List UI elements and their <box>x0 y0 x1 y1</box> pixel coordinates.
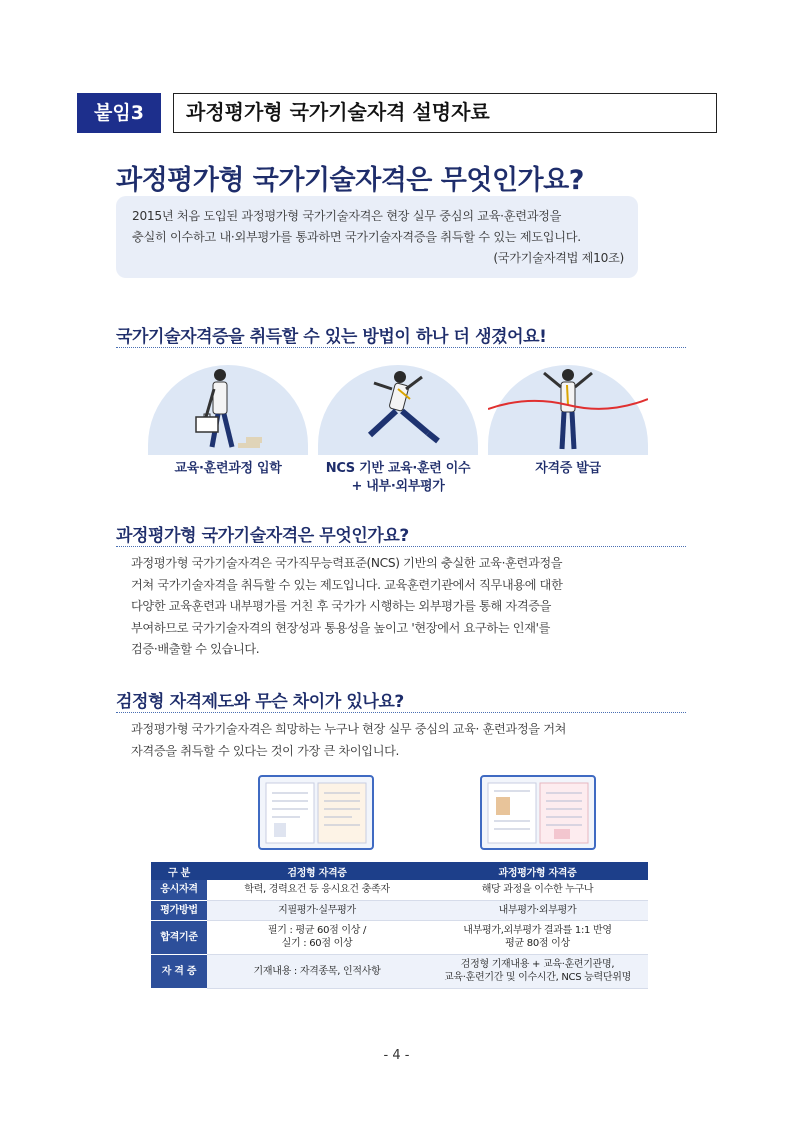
running-person-icon <box>318 365 478 455</box>
page-number: - 4 - <box>383 1048 410 1063</box>
cell-line: 지필평가·실무평가 <box>278 904 356 916</box>
section2-paragraph <box>131 553 676 661</box>
table-cell <box>207 954 427 988</box>
intro-line-2: 충실히 이수하고 내·외부평가를 통과하면 국가기술자격증을 취득할 수 있는 제도입니다. <box>132 230 581 244</box>
cell-line: 평균 80점 이상 <box>505 938 570 949</box>
intro-line-1: 2015년 처음 도입된 과정평가형 국가기술자격은 현장 실무 중심의 교육·훈련과정을 <box>132 209 562 223</box>
step-label-line: 자격증 발급 <box>535 461 601 476</box>
table-cell <box>207 900 427 920</box>
paragraph-line: 과정평가형 국가기술자격은 국가직무능력표준(NCS) 기반의 충실한 교육·훈련과정을 <box>131 556 563 570</box>
step-label-training <box>303 460 493 496</box>
attachment-tag: 붙임3 <box>77 93 161 133</box>
section3-paragraph <box>131 719 676 762</box>
table-header-row <box>151 862 648 880</box>
table-row <box>151 900 648 920</box>
finish-line-person-icon <box>488 365 648 455</box>
table-header-cell: 구 분 <box>151 862 207 880</box>
step-label-line: 교육·훈련과정 입학 <box>174 461 282 476</box>
attachment-title: 과정평가형 국가기술자격 설명자료 <box>173 93 717 133</box>
certificate-document-icon <box>482 777 594 848</box>
paragraph-line: 다양한 교육훈련과 내부평가를 거친 후 국가가 시행하는 외부평가를 통해 자격증을 <box>131 599 552 613</box>
table-cell <box>427 920 648 954</box>
cell-line: 필기 : 평균 60점 이상 / <box>267 925 367 936</box>
cell-line: 검정형 기재내용 + 교육·훈련기관명, <box>460 959 615 970</box>
paragraph-line: 검증·배출할 수 있습니다. <box>131 642 260 656</box>
section2-title: 과정평가형 국가기술자격은 무엇인가요? <box>116 526 409 546</box>
step-label-enroll <box>148 460 308 478</box>
exam-certificate-image <box>258 775 374 850</box>
step-label-certificate <box>488 460 648 478</box>
table-header-cell: 검정형 자격증 <box>207 862 427 880</box>
step-certificate-illustration <box>488 365 648 455</box>
table-row <box>151 954 648 988</box>
paragraph-line: 과정평가형 국가기술자격은 희망하는 누구나 현장 실무 중심의 교육· 훈련과정을 거쳐 <box>131 722 567 736</box>
section1-divider <box>116 347 686 348</box>
main-title: 과정평가형 국가기술자격은 무엇인가요? <box>116 165 584 196</box>
table-cell <box>207 880 427 900</box>
certificate-document-icon <box>260 777 372 848</box>
comparison-table <box>151 862 648 989</box>
table-cell <box>427 880 648 900</box>
cell-line: 내부평가,외부평가 결과를 1:1 반영 <box>463 925 612 936</box>
section1-title: 국가기술자격증을 취득할 수 있는 방법이 하나 더 생겼어요! <box>116 327 547 347</box>
cell-line: 해당 과정을 이수한 누구나 <box>481 884 594 896</box>
paragraph-line: 거쳐 국가기술자격을 취득할 수 있는 제도입니다. 교육훈련기관에서 직무내용에 대한 <box>131 577 563 592</box>
row-header-cell: 응시자격 <box>151 880 207 900</box>
table-row <box>151 880 648 900</box>
row-header-cell: 평가방법 <box>151 900 207 920</box>
row-header-cell: 합격기준 <box>151 920 207 954</box>
section3-title: 검정형 자격제도와 무슨 차이가 있나요? <box>116 692 404 712</box>
paragraph-line: 자격증을 취득할 수 있다는 것이 가장 큰 차이입니다. <box>131 743 400 758</box>
table-header-cell: 과정평가형 자격증 <box>427 862 648 880</box>
table-cell <box>427 900 648 920</box>
step-label-line: + 내부·외부평가 <box>351 479 445 494</box>
cell-line: 학력, 경력요건 등 응시요건 충족자 <box>244 884 390 896</box>
intro-law-reference: (국가기술자격법 제10조) <box>493 251 624 265</box>
section2-divider <box>116 546 686 547</box>
table-cell <box>427 954 648 988</box>
table-row <box>151 920 648 954</box>
walking-person-icon <box>148 365 308 455</box>
cell-line: 실기 : 60점 이상 <box>281 938 353 949</box>
attachment-header <box>77 93 717 133</box>
row-header-cell: 자 격 증 <box>151 954 207 988</box>
paragraph-line: 부여하므로 국가기술자격의 현장성과 통용성을 높이고 '현장에서 요구하는 인재'를 <box>131 620 551 635</box>
step-enroll-illustration <box>148 365 308 455</box>
table-cell <box>207 920 427 954</box>
cell-line: 교육·훈련기간 및 이수시간, NCS 능력단위명 <box>444 972 631 983</box>
cell-line: 내부평가·외부평가 <box>498 904 577 916</box>
step-label-line: NCS 기반 교육·훈련 이수 <box>325 461 471 476</box>
course-certificate-image <box>480 775 596 850</box>
step-training-illustration <box>318 365 478 455</box>
intro-box <box>116 196 638 278</box>
cell-line: 기재내용 : 자격종목, 인적사항 <box>253 965 381 977</box>
section3-divider <box>116 712 686 713</box>
